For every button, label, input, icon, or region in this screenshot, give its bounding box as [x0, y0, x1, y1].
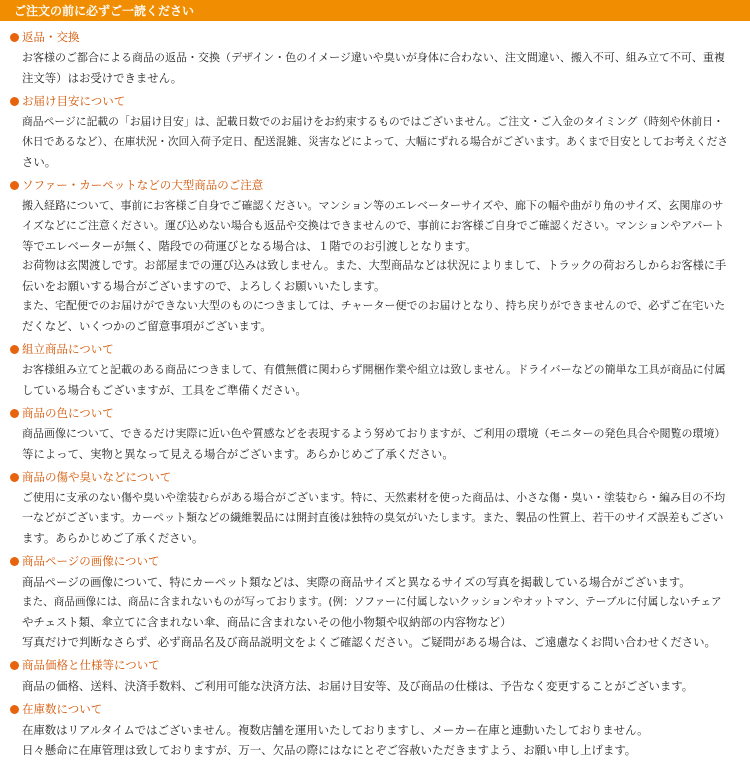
section-body — [0, 488, 734, 548]
section-title-text: お届け目安について — [22, 94, 126, 108]
section-body — [0, 196, 734, 336]
section-stock — [0, 699, 750, 760]
body-line: 休日であるなど）、在庫状況・次回入荷予定日、配送混雑、災害などによって、大幅にずれる場合がございます。あくまで目安としてお考えくださ — [22, 135, 729, 148]
section-title-text: 商品の傷や臭いなどについて — [22, 470, 172, 484]
section-body — [0, 360, 734, 400]
section-title — [0, 91, 750, 112]
body-line: 商品ページに記載の「お届け目安」は、記載日数でのお届けをお約束するものではございません。ご注文・ご入金のタイミング（時刻や休前日・ — [22, 115, 724, 128]
section-title-text: ソファー・カーペットなどの大型商品のご注意 — [22, 178, 264, 192]
section-title — [0, 175, 750, 196]
bullet-circle-icon — [10, 473, 19, 482]
section-title — [0, 551, 750, 572]
section-title-text: 在庫数について — [22, 702, 103, 716]
body-line: やチェスト類、傘立てに含まれない傘、商品に含まれないその他小物類や収納部の内容物など） — [22, 615, 512, 629]
section-title — [0, 699, 750, 720]
section-product-images — [0, 551, 750, 652]
bullet-circle-icon — [10, 181, 19, 190]
section-title — [0, 339, 750, 360]
section-assembly — [0, 339, 750, 400]
section-title-text: 組立商品について — [22, 342, 114, 356]
header-bar — [0, 0, 750, 21]
page-title: ご注文の前に必ずご一読ください — [14, 4, 195, 18]
body-line: している場合もございますが、工具をご準備ください。 — [22, 383, 307, 397]
section-title-text: 商品ページの画像について — [22, 554, 160, 568]
section-body — [0, 676, 734, 696]
bullet-circle-icon — [10, 33, 19, 42]
section-returns — [0, 27, 750, 88]
bullet-circle-icon — [10, 97, 19, 106]
bullet-circle-icon — [10, 661, 19, 670]
body-line: 注文等）はお受けできません。 — [22, 71, 183, 85]
section-title — [0, 655, 750, 676]
body-line: 在庫数はリアルタイムではございません。複数店舗を運用いたしておりますし、メーカー在庫と連動いたしておりません。 — [22, 723, 649, 737]
body-line: 日々懸命に在庫管理は致しておりますが、万一、欠品の際にはなにとぞご容赦いただきますよう、お願い申し上げます。 — [22, 743, 637, 757]
section-body — [0, 424, 734, 464]
section-large-items — [0, 175, 750, 336]
section-title — [0, 467, 750, 488]
body-line: 写真だけで判断なさらず、必ず商品名及び商品説明文をよくご確認ください。ご疑問がある場合は、ご遠慮なくお問い合わせください。 — [22, 635, 716, 649]
body-line: お客様組み立てと記載のある商品につきまして、有償無償に関わらず開梱作業や組立は致しません。ドライバーなどの簡単な工具が商品に付属 — [22, 363, 726, 376]
section-scratches-odor — [0, 467, 750, 548]
section-title-text: 商品の色について — [22, 406, 114, 420]
bullet-circle-icon — [10, 705, 19, 714]
body-line: また、商品画像には、商品に含まれないものが写っております。(例：ソファーに付属しないクッションやオットマン、テーブルに付属しないチェア — [22, 596, 722, 608]
section-body — [0, 112, 734, 172]
notice-content — [0, 21, 750, 760]
body-line: ます。あらかじめご了承ください。 — [22, 531, 204, 545]
section-body — [0, 572, 734, 652]
body-line: ご使用に支承のない傷や臭いや塗装むらがある場合がございます。特に、天然素材を使った商品は、小さな傷・臭い・塗装むら・編み目の不均 — [22, 491, 726, 504]
section-title-text: 返品・交換 — [22, 30, 80, 44]
section-price-specs — [0, 655, 750, 696]
section-body — [0, 48, 734, 88]
section-color — [0, 403, 750, 464]
section-title — [0, 27, 750, 48]
body-line: 商品の価格、送料、決済手数料、ご利用可能な決済方法、お届け目安等、及び商品の仕様は、予告なく変更することがございます。 — [22, 679, 694, 693]
body-line: 伝いをお願いする場合がございますので、よろしくお願いいたします。 — [22, 279, 386, 293]
body-line: 等によって、実物と異なって見える場合がございます。あらかじめご了承ください。 — [22, 447, 454, 461]
section-body — [0, 720, 734, 760]
body-line: イズなどにご注意ください。運び込めない場合も返品や交換はできませんので、事前にお客様ご自身でご確認ください。マンションやアパート — [22, 219, 725, 232]
section-title — [0, 403, 750, 424]
section-title-text: 商品価格と仕様等について — [22, 658, 160, 672]
bullet-circle-icon — [10, 409, 19, 418]
body-line: 搬入経路について、事前にお客様ご自身でご確認ください。マンション等のエレベーターサイズや、廊下の幅や曲がり角のサイズ、玄関扉のサ — [22, 199, 724, 212]
body-line: また、宅配便でのお届けができない大型のものにつきましては、チャーター便でのお届けとなり、持ち戻りができませんので、必ずご在宅いた — [22, 299, 726, 312]
body-line: お客様のご都合による商品の返品・交換（デザイン・色のイメージ違いや臭いが身体に合わない、注文間違い、搬入不可、組み立て不可、重複 — [22, 51, 725, 64]
bullet-circle-icon — [10, 345, 19, 354]
body-line: 等でエレベーターが無く、階段での荷運びとなる場合は、１階でのお引渡しとなります。 — [22, 239, 477, 253]
body-line: 商品画像について、できるだけ実際に近い色や質感などを表現するよう努めておりますが、ご利用の環境（モニターの発色具合や閲覧の環境） — [22, 427, 726, 440]
body-line: 商品ページの画像について、特にカーペット類などは、実際の商品サイズと異なるサイズの写真を掲載している場合がございます。 — [22, 575, 691, 589]
body-line: さい。 — [22, 155, 57, 169]
body-line: お荷物は玄関渡しです。お部屋までの運び込みは致しません。また、大型商品などは状況によりまして、トラックの荷おろしからお客様に手 — [22, 259, 727, 272]
bullet-circle-icon — [10, 557, 19, 566]
body-line: 一などがございます。カーペット類などの繊維製品には開封直後は独特の臭気がいたします。また、製品の性質上、若干のサイズ誤差もござい — [22, 511, 724, 524]
section-delivery-estimate — [0, 91, 750, 172]
body-line: だくなど、いくつかのご留意事項がございます。 — [22, 319, 272, 333]
